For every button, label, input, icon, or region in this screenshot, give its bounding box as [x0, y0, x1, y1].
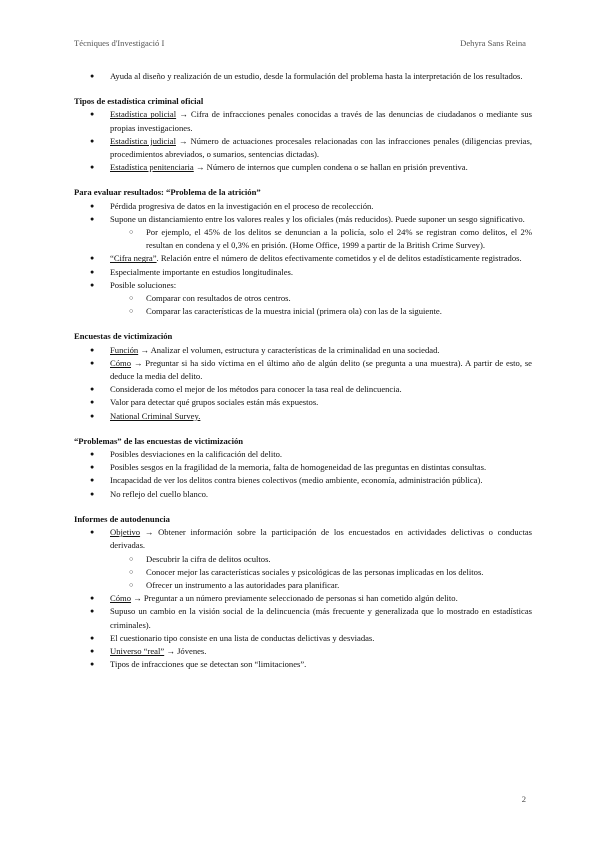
list-item-text: Posibles sesgos en la fragilidad de la memoria, falta de homogeneidad de las preguntas en distintas consultas. [110, 462, 487, 473]
list-item [74, 383, 532, 396]
header-left: Técniques d'Investigació I [74, 38, 165, 48]
term: Estadística policial [110, 109, 177, 120]
list-item [74, 396, 532, 409]
section-heading-victimizacion: Encuestas de victimización [74, 331, 173, 342]
list-item-text: Tipos de infracciones que se detectan son “limitaciones”. [110, 659, 307, 670]
list-item [74, 645, 532, 658]
sublist-item [110, 305, 532, 318]
document-body [74, 70, 532, 671]
list-item-text: Posible soluciones: [110, 279, 177, 290]
list-item-text: → Número de actuaciones procesales relacionadas con las infracciones penales (diligencias previas, procedimientos abreviados, o sumarios, sentencias dictadas). [110, 135, 532, 160]
list-item [74, 488, 532, 501]
sec1-list [74, 108, 532, 174]
list-item-text: → Preguntar a un número previamente seleccionado de personas si han cometido algún delito. [131, 593, 458, 604]
sublist [110, 292, 532, 318]
list-item-text: Comparar las características de la muestra inicial (primera ola) con las de la siguiente. [146, 306, 442, 317]
list-item-text: El cuestionario tipo consiste en una lista de conductas delictivas y desviadas. [110, 632, 375, 643]
list-item-text: Pérdida progresiva de datos en la investigación en el proceso de recolección. [110, 200, 374, 211]
list-item-text: Posibles desviaciones en la calificación del delito. [110, 449, 283, 460]
term: Cómo [110, 593, 132, 604]
sublist-item [110, 579, 532, 592]
term: Función [110, 344, 139, 355]
list-item-text: Ofrecer un instrumento a las autoridades para planificar. [146, 579, 340, 590]
sublist [110, 553, 532, 593]
section-heading-autodenuncia: Informes de autodenuncia [74, 513, 170, 524]
list-item-text: Descubrir la cifra de delitos ocultos. [146, 553, 271, 564]
list-item [74, 632, 532, 645]
list-item-text: Especialmente importante en estudios longitudinales. [110, 266, 294, 277]
list-item [74, 448, 532, 461]
list-item [74, 658, 532, 671]
list-item [74, 70, 532, 83]
term: Cómo [110, 357, 132, 368]
sec5-list [74, 526, 532, 671]
term: Universo “real” [110, 645, 165, 656]
term: Objetivo [110, 527, 141, 538]
list-item [74, 357, 532, 383]
list-item-text: . Relación entre el número de delitos efectivamente cometidos y el de delitos estadísticamente registrados. [156, 253, 522, 264]
list-item [74, 200, 532, 213]
header-right: Dehyra Sans Reina [460, 38, 526, 48]
list-item [74, 213, 532, 253]
list-item [74, 344, 532, 357]
section-heading-problemas: “Problemas” de las encuestas de victimización [74, 435, 244, 446]
list-item-text: No reflejo del cuello blanco. [110, 488, 209, 499]
section-heading-atricion: Para evaluar resultados: “Problema de la atrición” [74, 187, 261, 198]
list-item [74, 252, 532, 265]
list-item-text: Conocer mejor las características sociales y psicológicas de las personas implicadas en los delitos. [146, 566, 484, 577]
section-heading-estadistica: Tipos de estadística criminal oficial [74, 96, 204, 107]
list-item-text: Valor para detectar qué grupos sociales están más expuestos. [110, 397, 319, 408]
sublist-item [110, 553, 532, 566]
list-item-text: Incapacidad de ver los delitos contra bienes colectivos (medio ambiente, economía, administración pública). [110, 475, 483, 486]
list-item-text: → Cifra de infracciones penales conocidas a través de las denuncias de ciudadanos o mediante sus propias investigaciones. [110, 109, 533, 133]
list-item [74, 605, 532, 631]
page-number: 2 [521, 794, 526, 804]
list-item [74, 474, 532, 487]
sec4-list [74, 448, 532, 501]
sec2-list [74, 200, 532, 319]
list-item-text: → Número de internos que cumplen condena o se hallan en prisión preventiva. [193, 162, 468, 173]
list-item [74, 266, 532, 279]
list-item-text: Considerada como el mejor de los métodos para conocer la tasa real de delincuencia. [110, 384, 402, 395]
list-item [74, 461, 532, 474]
sublist [110, 226, 532, 252]
sec3-list [74, 344, 532, 423]
intro-list [74, 70, 532, 83]
sublist-item [110, 566, 532, 579]
list-item [74, 161, 532, 174]
term: Estadística judicial [110, 135, 176, 146]
term: Estadística penitenciaria [110, 162, 194, 173]
term: “Cifra negra” [110, 253, 157, 264]
list-item-text: → Preguntar si ha sido víctima en el último año de algún delito (se pregunta a una muestra). A partir de esto, se deduce la media del delito. [110, 357, 532, 382]
list-item [74, 135, 532, 161]
sublist-item [110, 226, 532, 252]
list-item [74, 592, 532, 605]
list-item [74, 526, 532, 592]
list-item-text: Comparar con resultados de otros centros. [146, 293, 291, 304]
list-item-text: → Jóvenes. [164, 645, 207, 656]
list-item-text: Supone un distanciamiento entre los valores reales y los oficiales (más reducidos). Puede suponer un sesgo significativo. [110, 213, 525, 224]
sublist-item [110, 292, 532, 305]
list-item [74, 410, 532, 423]
list-item-text: Por ejemplo, el 45% de los delitos se denuncian a la policía, solo el 24% se registran como delitos, el 2% resultan en condena y el 0,3% en prisión. (Home Office, 1999 a partir de la British Crime Survey). [146, 227, 532, 251]
list-item-text: Supuso un cambio en la visión social de la delincuencia (más frecuente y generalizada que lo mostrado en estadísticas criminales). [110, 606, 532, 630]
term: National Criminal Survey. [110, 410, 201, 421]
list-item-text: Ayuda al diseño y realización de un estudio, desde la formulación del problema hasta la interpretación de los resultados. [110, 71, 523, 81]
list-item-text: → Analizar el volumen, estructura y características de la criminalidad en una sociedad. [138, 344, 440, 355]
list-item-text: → Obtener información sobre la participación de los encuestados en actividades delictivas o conductas derivadas. [110, 527, 532, 551]
list-item [74, 279, 532, 319]
list-item [74, 108, 532, 134]
